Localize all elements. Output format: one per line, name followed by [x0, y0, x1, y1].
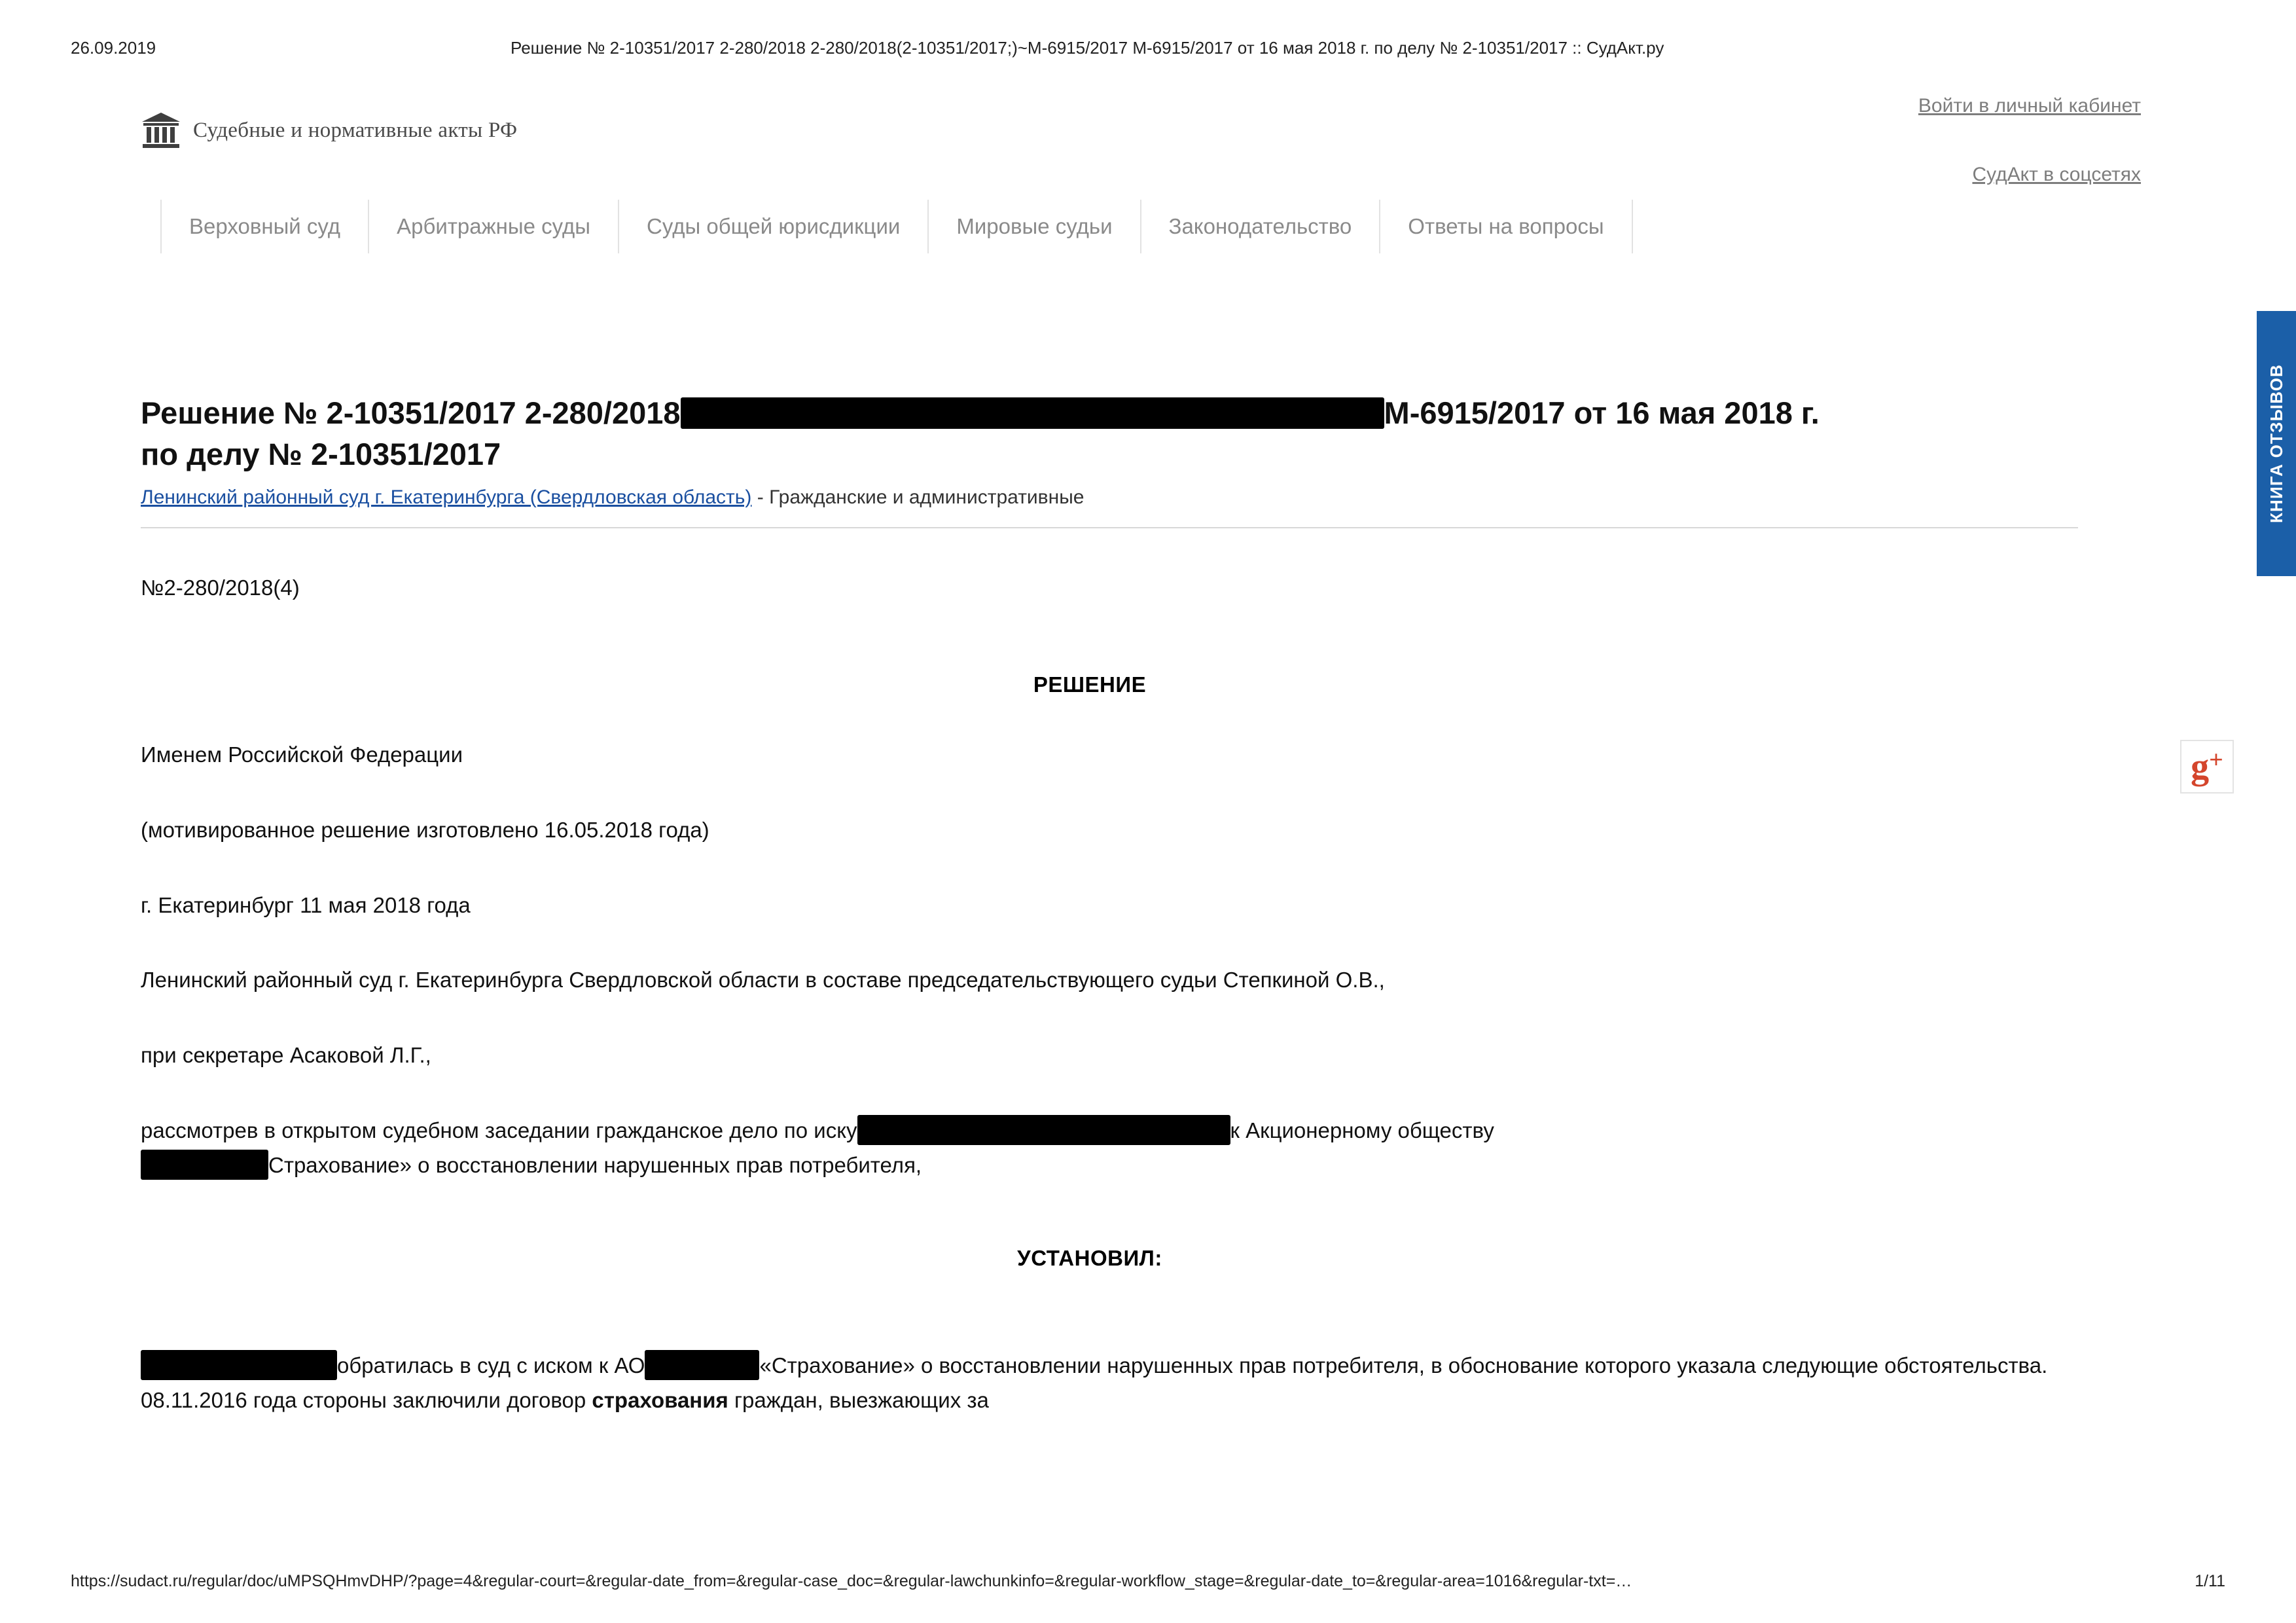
nav-item-qa[interactable]: Ответы на вопросы — [1380, 200, 1632, 253]
court-category: - Гражданские и административные — [757, 486, 1085, 508]
nav-item-arbitration-courts[interactable]: Арбитражные суды — [369, 200, 619, 253]
print-page-number: 1/11 — [2195, 1572, 2225, 1590]
court-line — [141, 486, 2075, 509]
print-title: Решение № 2-10351/2017 2-280/2018 2-280/2018(2-10351/2017;)~М-6915/2017 М-6915/2017 от 16 мая 2018 г. по делу № 2-10351/2017 :: СудАкт.ру — [511, 38, 1664, 58]
paragraph-in-name-of-rf: Именем Российской Федерации — [141, 742, 463, 767]
claim-text-3: граждан, выезжающих за — [734, 1388, 989, 1413]
considered-text-2: к Акционерному обществу — [1230, 1118, 1494, 1142]
redaction-bar-insurer — [141, 1150, 268, 1180]
document-body — [141, 393, 2075, 1417]
heading-established: УСТАНОВИЛ: — [1017, 1245, 1162, 1270]
redaction-bar-title — [681, 397, 1384, 429]
page-title-part3: по делу № 2-10351/2017 — [141, 436, 501, 471]
social-networks-link[interactable]: СудАкт в соцсетях — [1972, 164, 2141, 185]
brand[interactable] — [141, 111, 517, 149]
paragraph-motivated-decision: (мотивированное решение изготовлено 16.05.2018 года) — [141, 817, 709, 842]
page-title-part1: Решение № 2-10351/2017 2-280/2018 — [141, 395, 681, 430]
paragraph-considered-case — [141, 1114, 2078, 1183]
nav-item-general-jurisdiction[interactable]: Суды общей юрисдикции — [619, 200, 929, 253]
print-date: 26.09.2019 — [71, 38, 156, 58]
case-number: №2-280/2018(4) — [141, 575, 300, 600]
redaction-bar-company — [645, 1350, 759, 1380]
nav-item-magistrates[interactable]: Мировые судьи — [929, 200, 1141, 253]
brand-name: Судебные и нормативные акты РФ — [193, 118, 518, 142]
google-plus-label: g — [2191, 746, 2210, 787]
court-building-icon — [141, 111, 181, 149]
feedback-book-tab[interactable] — [2257, 311, 2296, 576]
claim-text-2: «Страхование» о восстановлении нарушенных прав потребителя, в обоснование которого указала следующие обстоятельства. 08.11.2016 года стороны заключили договор — [141, 1353, 2048, 1413]
print-header — [0, 38, 2296, 64]
paragraph-city-date: г. Екатеринбург 11 мая 2018 года — [141, 892, 471, 917]
google-plus-sign: + — [2209, 746, 2223, 774]
page-title — [141, 393, 2075, 475]
print-footer — [0, 1572, 2296, 1596]
title-divider — [141, 527, 2078, 528]
claim-text-bold: страхования — [592, 1388, 728, 1413]
redaction-bar-plaintiff — [857, 1115, 1230, 1145]
main-navigation — [160, 200, 1633, 253]
considered-text-3: Страхование» о восстановлении нарушенных прав потребителя, — [268, 1152, 922, 1177]
page-title-part2: М-6915/2017 от 16 мая 2018 г. — [1384, 395, 1820, 430]
claim-text-1: обратилась в суд с иском к АО — [337, 1353, 645, 1377]
google-plus-icon[interactable] — [2180, 740, 2234, 793]
print-url: https://sudact.ru/regular/doc/uMPSQHmvDHP/?page=4&regular-court=&regular-date_from=&regular-case_doc=&regular-lawchunkinfo=&regular-workflow_stage=&regular-date_to=&regular-area=1016&regular-txt=… — [71, 1572, 1632, 1590]
login-link[interactable]: Войти в личный кабинет — [1918, 95, 2141, 117]
court-link[interactable]: Ленинский районный суд г. Екатеринбурга (Свердловская область) — [141, 486, 752, 508]
redaction-bar-claimant — [141, 1350, 337, 1380]
nav-item-legislation[interactable]: Законодательство — [1141, 200, 1381, 253]
feedback-book-label: КНИГА ОТЗЫВОВ — [2266, 363, 2286, 523]
nav-item-supreme-court[interactable]: Верховный суд — [160, 200, 369, 253]
paragraph-secretary: при секретаре Асаковой Л.Г., — [141, 1043, 431, 1068]
paragraph-claim-basis — [141, 1348, 2078, 1418]
heading-decision: РЕШЕНИЕ — [1033, 672, 1147, 697]
considered-text-1: рассмотрев в открытом судебном заседании гражданское дело по иску — [141, 1118, 857, 1142]
paragraph-court-composition: Ленинский районный суд г. Екатеринбурга Свердловской области в составе председательствующего судьи Степкиной О.В., — [141, 968, 1385, 993]
